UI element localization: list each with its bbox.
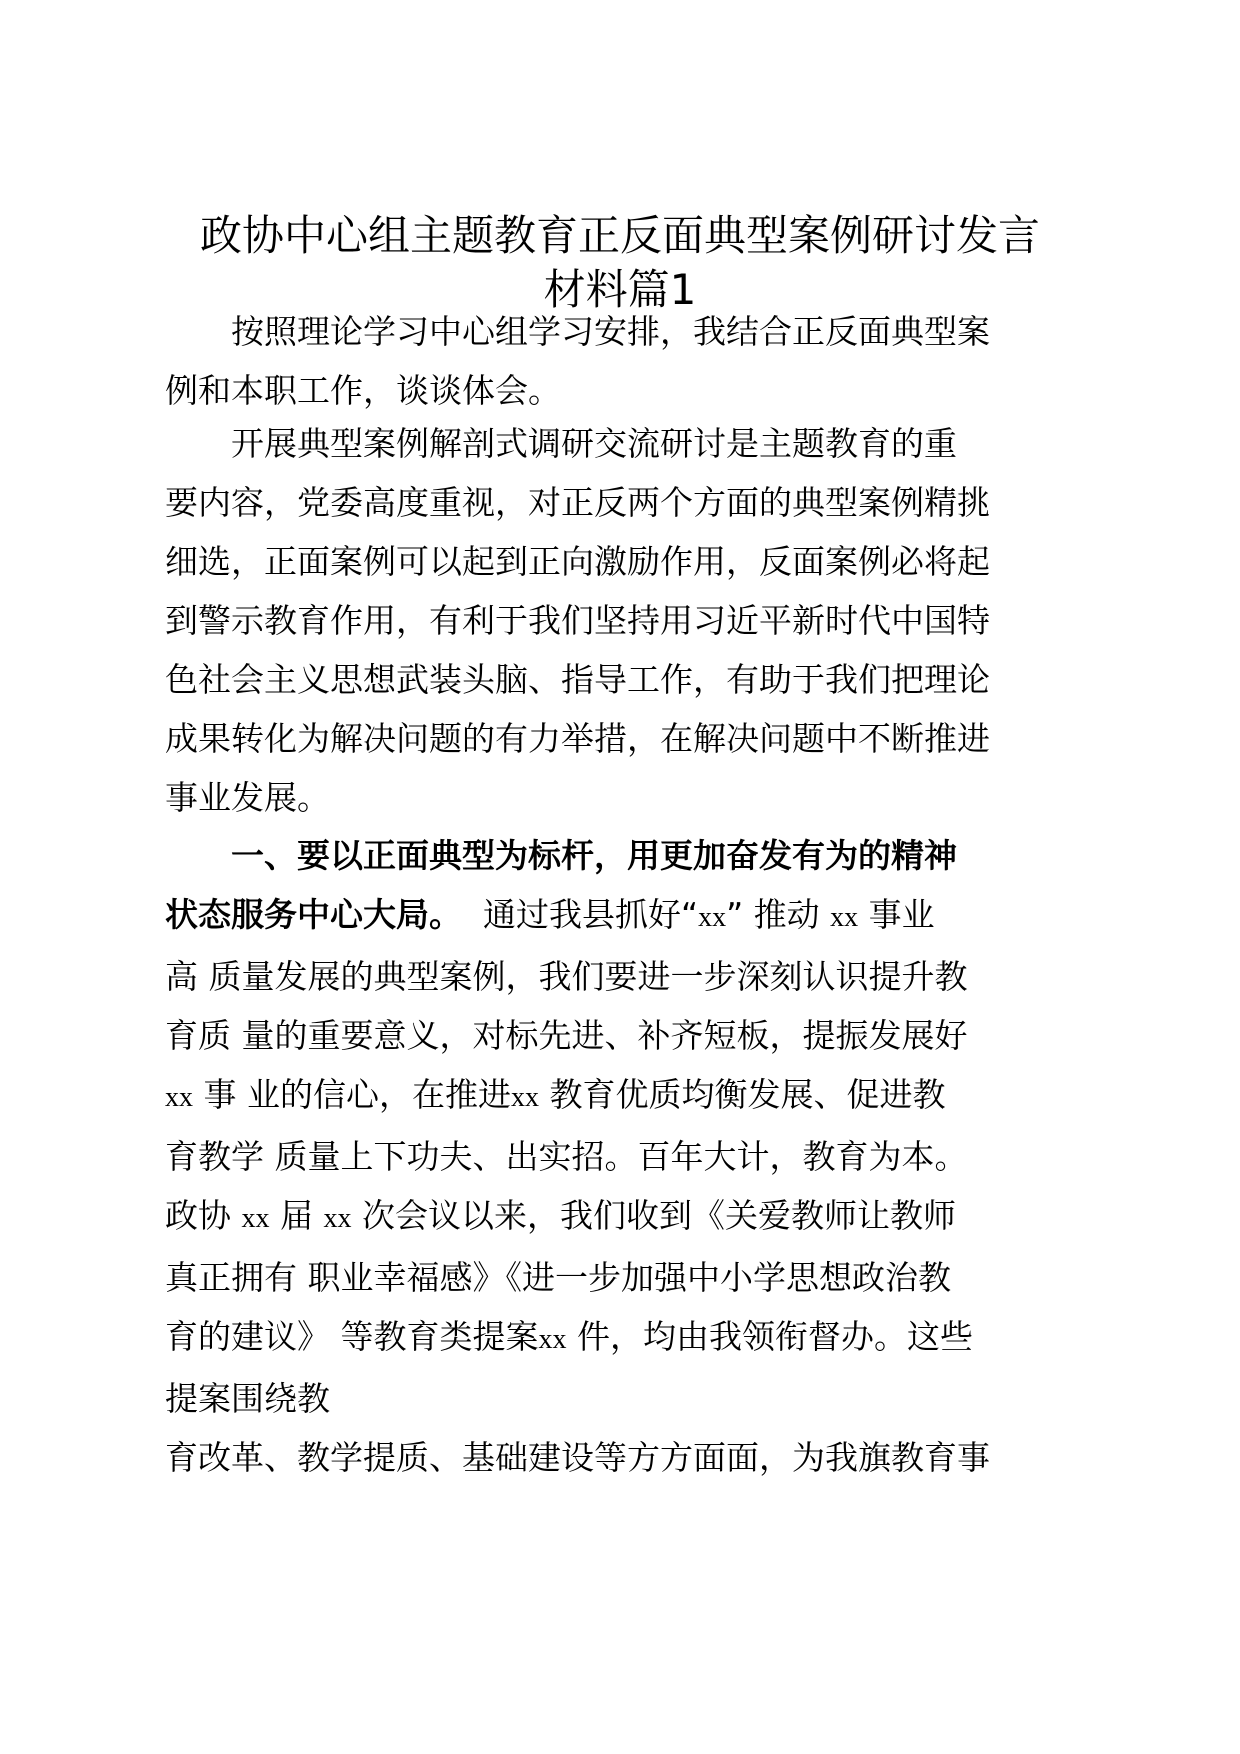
- placeholder-xx: xx: [165, 1082, 193, 1113]
- paragraph-1-line-1: 按照理论学习中心组学习安排，我结合正反面典型案: [231, 312, 990, 351]
- paragraph-3: [165, 826, 1085, 1487]
- paragraph-2-line-4: 到警示教育作用，有利于我们坚持用习近平新时代中国特: [165, 601, 990, 640]
- paragraph-2: [165, 414, 1085, 827]
- paragraph-3-line-5: [165, 1065, 1085, 1127]
- text-fragment: 事业: [858, 895, 935, 934]
- paragraph-3-line-7: [165, 1186, 1085, 1248]
- paragraph-3-line-10: 提案围绕教: [165, 1379, 330, 1418]
- paragraph-3-line-2: [165, 885, 1085, 947]
- text-fragment: 次会议以来，我们收到《关爱教师让教师: [351, 1196, 956, 1235]
- paragraph-3-line-11: 育改革、教学提质、基础建设等方方面面，为我旗教育事: [165, 1438, 990, 1477]
- placeholder-xx: xx: [830, 902, 859, 933]
- document-title-line-2: 材料篇1: [543, 265, 697, 314]
- placeholder-xx: xx: [698, 902, 727, 933]
- paragraph-2-line-7: 事业发展。: [165, 778, 330, 817]
- document-title-line-1: 政协中心组主题教育正反面典型案例研讨发言: [199, 211, 1040, 260]
- text-fragment: 件，均由我领衔督办。这些: [566, 1317, 973, 1356]
- paragraph-1: [165, 302, 1085, 420]
- text-fragment: 教育优质均衡发展、促进教: [538, 1075, 946, 1114]
- text-fragment: 育的建议》 等教育类提案: [165, 1317, 539, 1356]
- placeholder-xx: xx: [510, 1082, 539, 1113]
- placeholder-xx: xx: [323, 1203, 352, 1234]
- paragraph-3-line-6: 育教学 质量上下功夫、出实招。百年大计，教育为本。: [165, 1137, 968, 1176]
- paragraph-2-line-2: 要内容，党委高度重视，对正反两个方面的典型案例精挑: [165, 483, 990, 522]
- text-fragment: 届: [269, 1196, 324, 1235]
- paragraph-1-line-2: 例和本职工作，谈谈体会。: [165, 371, 561, 410]
- text-fragment: 事 业的信心，在推进: [193, 1075, 511, 1114]
- paragraph-2-line-5: 色社会主义思想武装头脑、指导工作，有助于我们把理论: [165, 660, 990, 699]
- text-fragment: 政协: [165, 1196, 242, 1235]
- paragraph-3-line-8: 真正拥有 职业幸福感》《进一步加强中小学思想政治教: [165, 1258, 951, 1297]
- paragraph-2-line-1: 开展典型案例解剖式调研交流研讨是主题教育的重: [231, 424, 957, 463]
- paragraph-3-line-9: [165, 1307, 1085, 1369]
- placeholder-xx: xx: [241, 1203, 270, 1234]
- paragraph-2-line-6: 成果转化为解决问题的有力举措，在解决问题中不断推进: [165, 719, 990, 758]
- paragraph-2-line-3: 细选，正面案例可以起到正向激励作用，反面案例必将起: [165, 542, 990, 581]
- paragraph-3-line-4: 育质 量的重要意义，对标先进、补齐短板，提振发展好: [165, 1016, 968, 1055]
- text-fragment: ” 推动: [726, 895, 831, 934]
- section-heading-line-1: 一、要以正面典型为标杆，用更加奋发有为的精神: [231, 836, 957, 875]
- section-heading-line-2: 状态服务中心大局。: [165, 895, 462, 934]
- placeholder-xx: xx: [538, 1324, 567, 1355]
- text-fragment: 通过我县抓好“: [482, 895, 699, 934]
- paragraph-3-line-3: 高 质量发展的典型案例，我们要进一步深刻认识提升教: [165, 957, 968, 996]
